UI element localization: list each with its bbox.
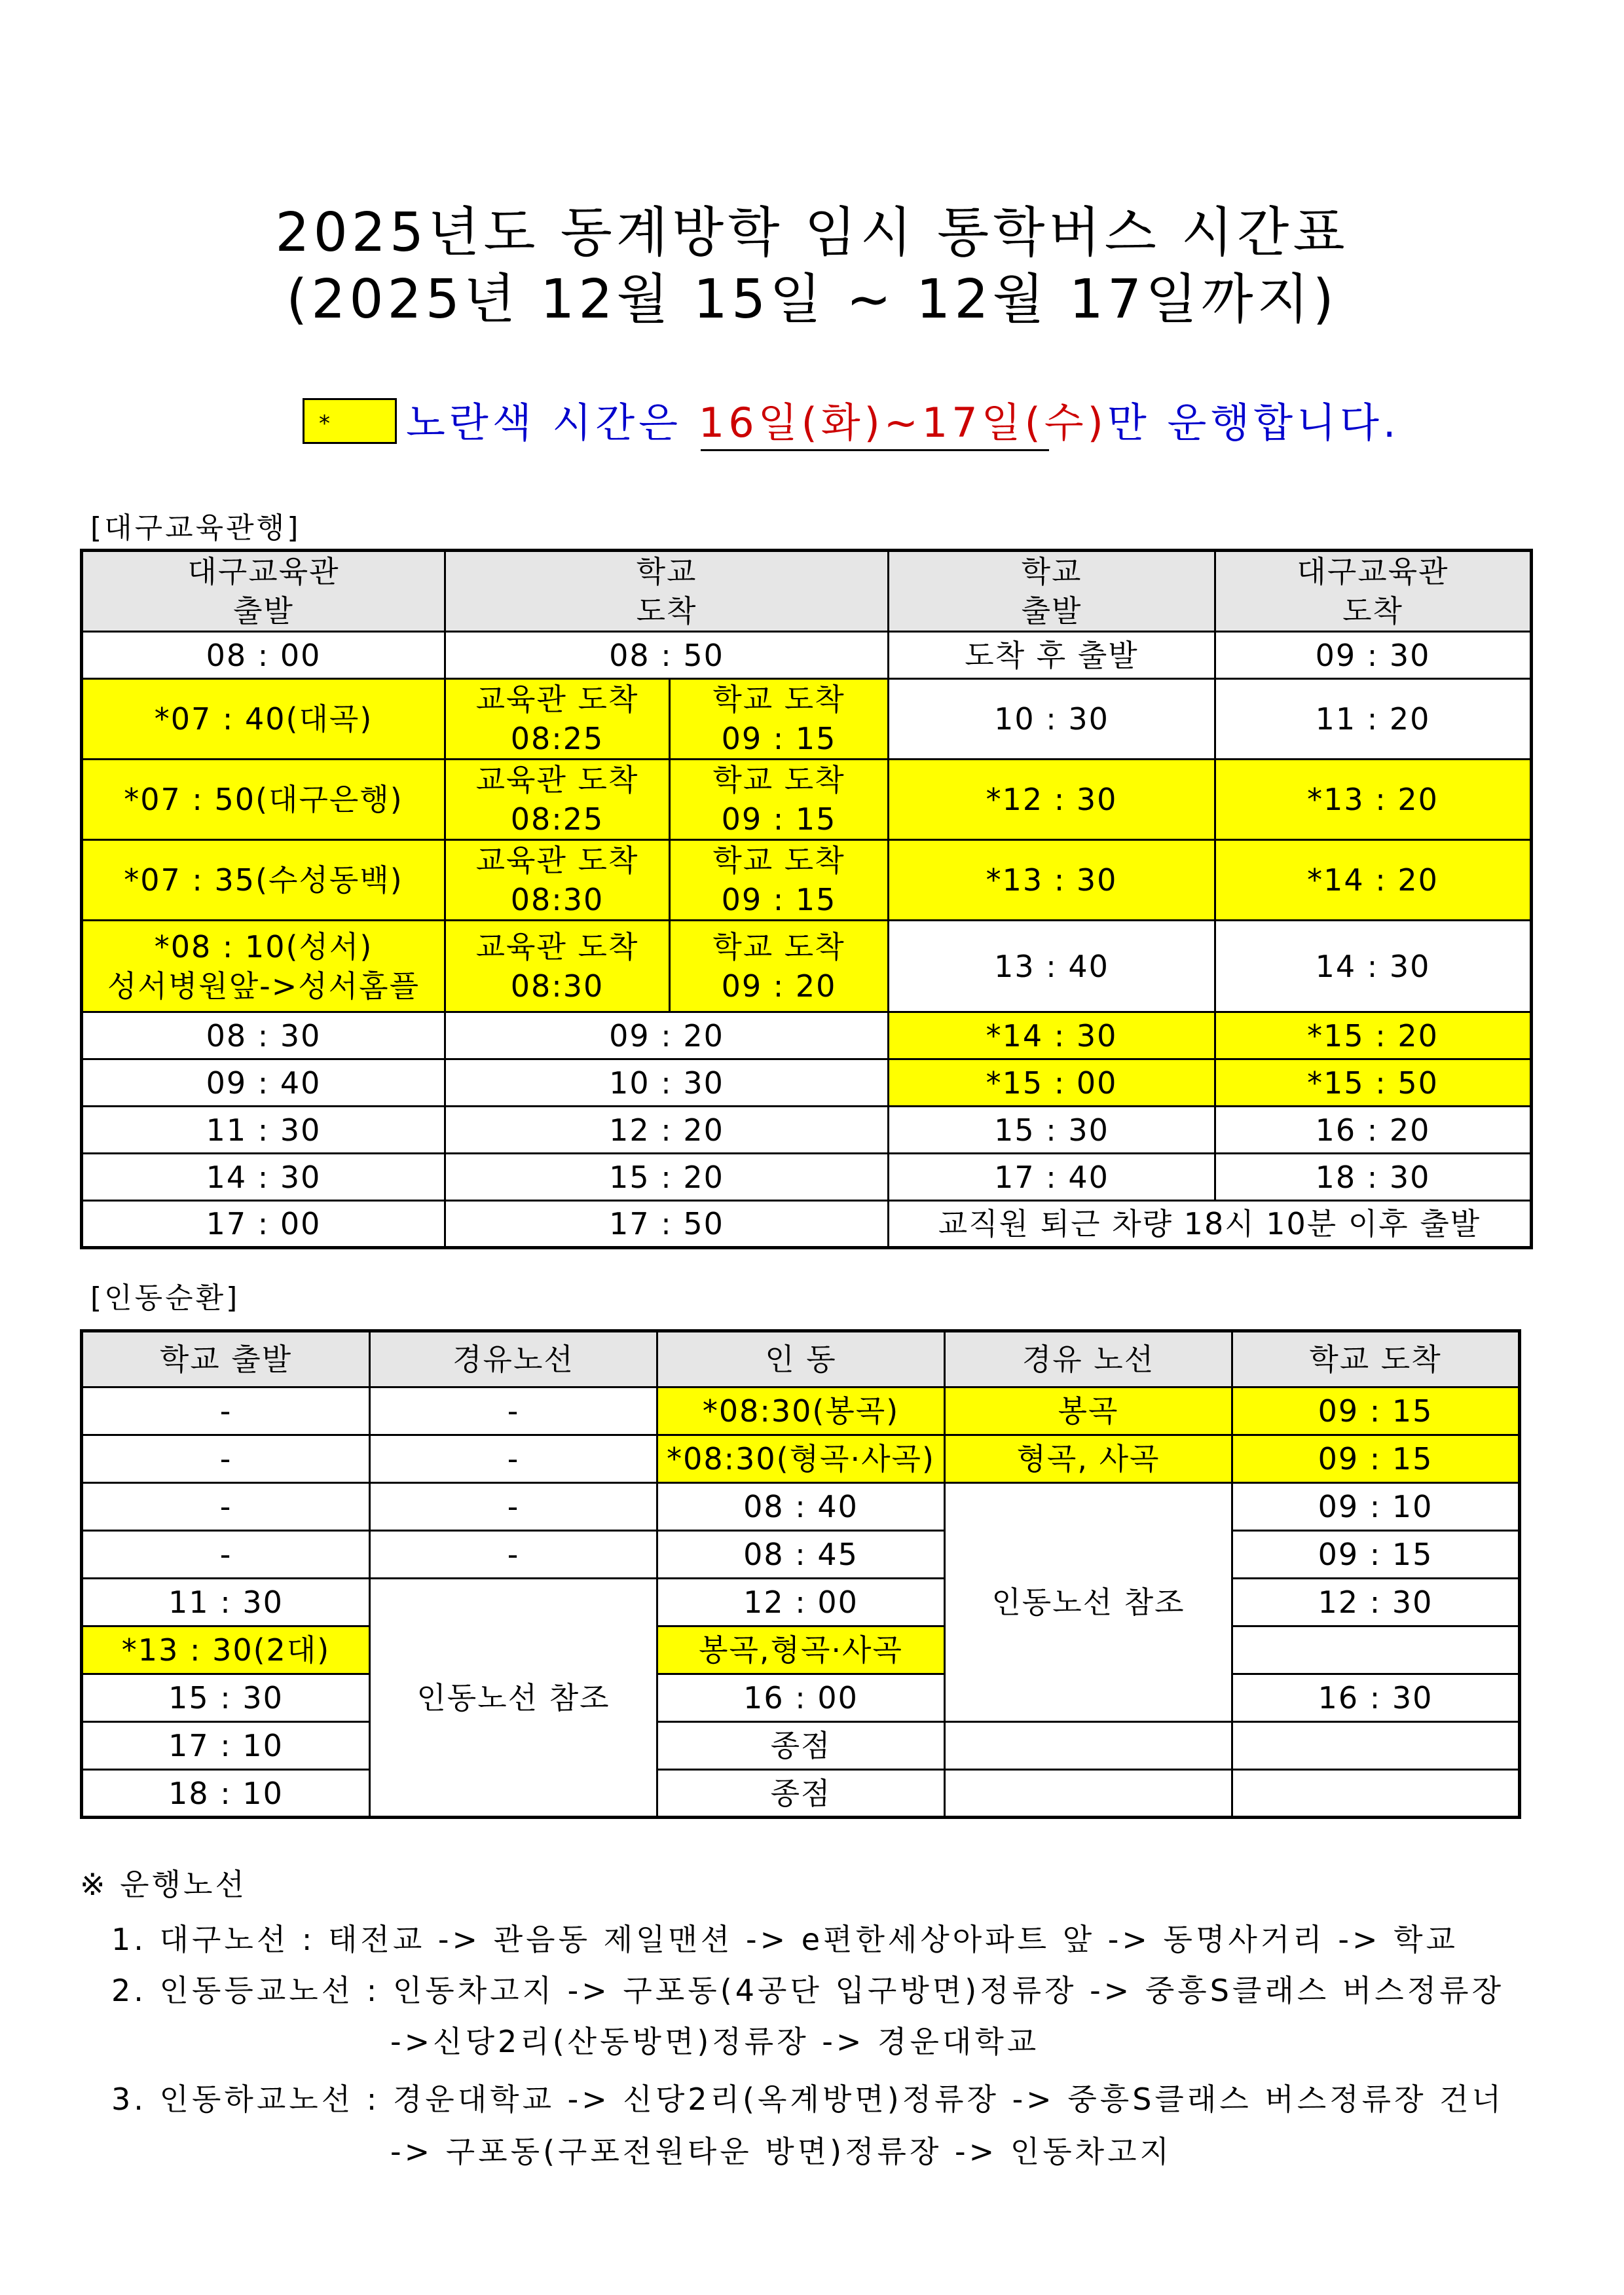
table-row — [82, 1483, 1520, 1531]
table-cell: 15 : 30 — [82, 1674, 370, 1722]
table-cell: 12 : 00 — [657, 1579, 945, 1626]
table-cell: 08 : 50 — [445, 632, 889, 679]
table-cell: 09 : 40 — [82, 1059, 445, 1107]
route-item-daegu: 1. 대구노선 : 태전교 -> 관음동 제일맨션 -> e편한세상아파트 앞 -> 동명사거리 -> 학교 — [111, 1922, 1458, 1957]
table-cell: *14 : 30 — [889, 1012, 1215, 1059]
table-cell: - — [370, 1387, 657, 1435]
table-cell: 종점 — [657, 1770, 945, 1818]
header-cell: 경유노선 — [370, 1331, 657, 1387]
notice-text — [406, 398, 1400, 448]
table-row — [82, 1387, 1520, 1435]
table-cell: 18 : 10 — [82, 1770, 370, 1818]
table-row — [82, 1579, 1520, 1626]
table-cell: - — [82, 1483, 370, 1531]
table-cell: 08 : 45 — [657, 1531, 945, 1579]
table-cell: - — [82, 1531, 370, 1579]
header-cell: 학교 출발 — [82, 1331, 370, 1387]
table-cell: *08 : 10(성서) 성서병원앞->성서홈플 — [82, 921, 445, 1012]
route-item-indong-home-cont: -> 구포동(구포전원타운 방면)정류장 -> 인동차고지 — [390, 2134, 1172, 2169]
table-cell: 교육관 도착 08:30 — [445, 840, 670, 921]
table-cell: 16 : 30 — [1232, 1674, 1520, 1722]
table-cell: *07 : 35(수성동백) — [82, 840, 445, 921]
table-cell: 09 : 15 — [1232, 1387, 1520, 1435]
table-cell: 교육관 도착 08:30 — [445, 921, 670, 1012]
header-cell: 대구교육관 도착 — [1215, 551, 1532, 632]
table-cell: *15 : 20 — [1215, 1012, 1532, 1059]
table-cell: 학교 도착 09 : 15 — [670, 840, 889, 921]
notice-text-after: 만 운행합니다. — [1107, 399, 1400, 447]
page-title: 2025년도 동계방학 임시 통학버스 시간표 — [275, 202, 1349, 264]
table-cell: 학교 도착 09 : 15 — [670, 679, 889, 760]
table-cell: 12 : 30 — [1232, 1579, 1520, 1626]
table-cell: *12 : 30 — [889, 760, 1215, 840]
route-item-indong-school-cont: ->신당2리(산동방면)정류장 -> 경운대학교 — [390, 2024, 1040, 2059]
table-cell: *08:30(형곡·사곡) — [657, 1435, 945, 1483]
table-cell: 09 : 15 — [1232, 1531, 1520, 1579]
table-row — [82, 1154, 1532, 1201]
notice-text-before: 노란색 시간은 — [406, 399, 699, 447]
table-cell: *15 : 50 — [1215, 1059, 1532, 1107]
route-reference-cell: 인동노선 참조 — [370, 1579, 657, 1818]
table-cell: - — [82, 1435, 370, 1483]
section-label-daegu: [대구교육관행] — [90, 511, 301, 545]
table-row — [82, 1059, 1532, 1107]
table-cell: 17 : 00 — [82, 1201, 445, 1248]
table-cell: *07 : 50(대구은행) — [82, 760, 445, 840]
table-cell: 09 : 30 — [1215, 632, 1532, 679]
table-cell: *13 : 30 — [889, 840, 1215, 921]
table-cell: 13 : 40 — [889, 921, 1215, 1012]
table-cell: *13 : 30(2대) — [82, 1626, 370, 1674]
table-row — [82, 632, 1532, 679]
table-cell: 11 : 20 — [1215, 679, 1532, 760]
table-cell: 11 : 30 — [82, 1579, 370, 1626]
table-cell: 학교 도착 09 : 15 — [670, 760, 889, 840]
table-row — [82, 1674, 1520, 1722]
route-item-indong-school: 2. 인동등교노선 : 인동차고지 -> 구포동(4공단 입구방면)정류장 -> 중흥S클래스 버스정류장 — [111, 1973, 1505, 2008]
notice-date-range: 16일(화)~17일(수) — [698, 399, 1107, 447]
table-cell: *08:30(봉곡) — [657, 1387, 945, 1435]
table-cell: 18 : 30 — [1215, 1154, 1532, 1201]
table-cell: 17 : 50 — [445, 1201, 889, 1248]
table-cell: - — [370, 1435, 657, 1483]
table-row — [82, 1770, 1520, 1818]
header-cell: 경유 노선 — [945, 1331, 1232, 1387]
indong-timetable — [80, 1329, 1521, 1819]
route-item-indong-home: 3. 인동하교노선 : 경운대학교 -> 신당2리(옥계방면)정류장 -> 중흥S클래스 버스정류장 건너 — [111, 2082, 1505, 2117]
table-cell: 교육관 도착 08:25 — [445, 679, 670, 760]
yellow-legend-swatch: * — [303, 398, 397, 444]
table-header-row — [82, 1331, 1520, 1387]
table-cell — [945, 1770, 1232, 1818]
table-cell: 10 : 30 — [889, 679, 1215, 760]
table-row — [82, 1201, 1532, 1248]
table-cell: 15 : 30 — [889, 1107, 1215, 1154]
table-cell: 17 : 40 — [889, 1154, 1215, 1201]
table-cell: 08 : 00 — [82, 632, 445, 679]
table-cell: 16 : 00 — [657, 1674, 945, 1722]
table-cell: 09 : 10 — [1232, 1483, 1520, 1531]
table-cell: - — [82, 1387, 370, 1435]
table-row — [82, 679, 1532, 760]
table-cell: 15 : 20 — [445, 1154, 889, 1201]
table-row — [82, 1626, 1520, 1674]
table-cell: 11 : 30 — [82, 1107, 445, 1154]
route-reference-cell: 인동노선 참조 — [945, 1483, 1232, 1722]
header-cell: 인 동 — [657, 1331, 945, 1387]
table-cell: *07 : 40(대곡) — [82, 679, 445, 760]
notice-underline — [701, 449, 1049, 451]
table-cell: 14 : 30 — [1215, 921, 1532, 1012]
table-row — [82, 1435, 1520, 1483]
table-cell: 도착 후 출발 — [889, 632, 1215, 679]
table-cell: 09 : 15 — [1232, 1435, 1520, 1483]
table-row — [82, 840, 1532, 921]
table-row — [82, 921, 1532, 1012]
table-cell — [1232, 1626, 1520, 1674]
table-cell: 14 : 30 — [82, 1154, 445, 1201]
table-row — [82, 1012, 1532, 1059]
table-cell: 학교 도착 09 : 20 — [670, 921, 889, 1012]
table-cell — [1232, 1770, 1520, 1818]
table-cell: 08 : 40 — [657, 1483, 945, 1531]
staff-note-cell: 교직원 퇴근 차량 18시 10분 이후 출발 — [889, 1201, 1532, 1248]
table-cell: *15 : 00 — [889, 1059, 1215, 1107]
table-cell: 16 : 20 — [1215, 1107, 1532, 1154]
table-cell: 17 : 10 — [82, 1722, 370, 1770]
daegu-timetable — [80, 549, 1533, 1249]
table-cell: 10 : 30 — [445, 1059, 889, 1107]
table-cell: *14 : 20 — [1215, 840, 1532, 921]
page-subtitle: (2025년 12월 15일 ~ 12월 17일까지) — [286, 268, 1338, 331]
table-header-row — [82, 551, 1532, 632]
routes-heading: ※ 운행노선 — [80, 1867, 247, 1902]
table-row — [82, 1722, 1520, 1770]
table-cell: 12 : 20 — [445, 1107, 889, 1154]
table-cell — [1232, 1722, 1520, 1770]
table-row — [82, 760, 1532, 840]
header-cell: 학교 도착 — [445, 551, 889, 632]
section-label-indong: [인동순환] — [90, 1281, 240, 1315]
table-cell: 형곡, 사곡 — [945, 1435, 1232, 1483]
header-cell: 학교 도착 — [1232, 1331, 1520, 1387]
table-cell: - — [370, 1531, 657, 1579]
table-cell — [945, 1722, 1232, 1770]
table-cell: 09 : 20 — [445, 1012, 889, 1059]
table-cell: 종점 — [657, 1722, 945, 1770]
table-cell: 교육관 도착 08:25 — [445, 760, 670, 840]
table-cell: 봉곡 — [945, 1387, 1232, 1435]
header-cell: 대구교육관 출발 — [82, 551, 445, 632]
table-row — [82, 1107, 1532, 1154]
table-cell: 봉곡,형곡·사곡 — [657, 1626, 945, 1674]
header-cell: 학교 출발 — [889, 551, 1215, 632]
table-row — [82, 1531, 1520, 1579]
table-cell: - — [370, 1483, 657, 1531]
table-cell: *13 : 20 — [1215, 760, 1532, 840]
table-cell: 08 : 30 — [82, 1012, 445, 1059]
